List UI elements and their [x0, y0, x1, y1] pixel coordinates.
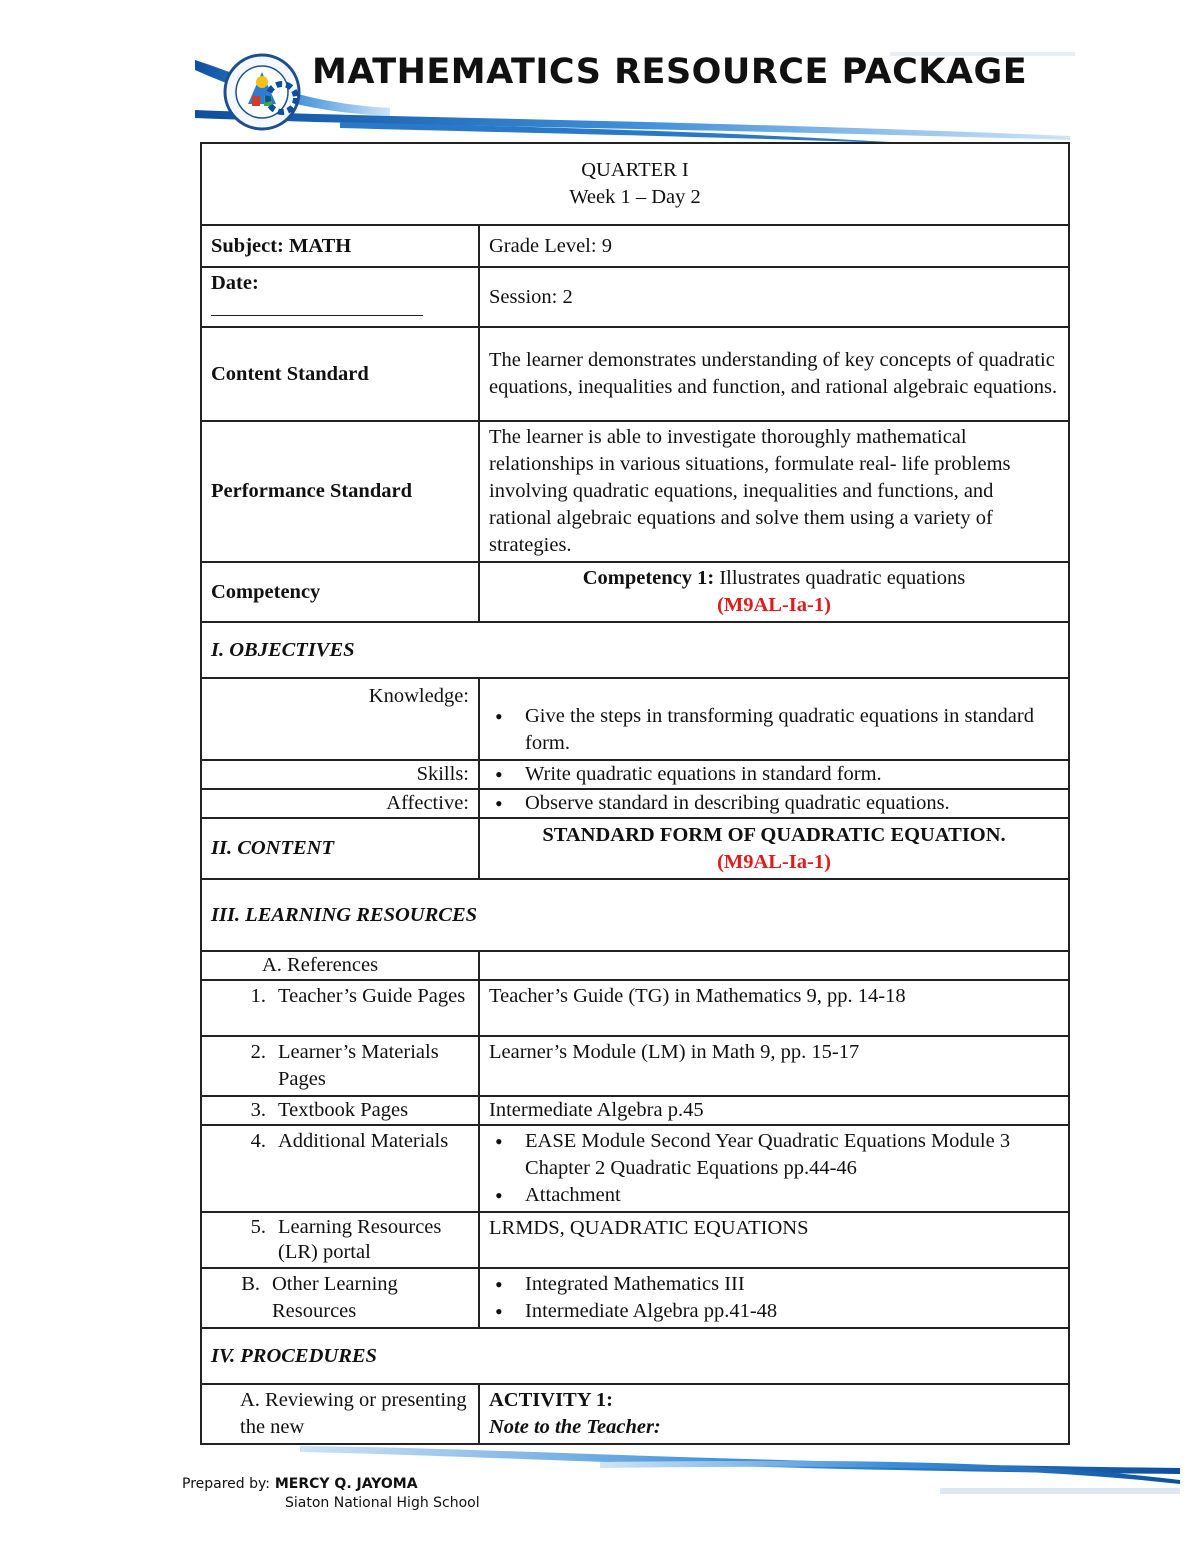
competency-code: (M9AL-Ia-1) — [717, 594, 831, 616]
competency-label: Competency — [201, 562, 479, 622]
date-cell — [201, 267, 479, 327]
additional-material-item: • EASE Module Second Year Quadratic Equations Module 3 Chapter 2 Quadratic Equations pp.44-46 — [489, 1128, 1059, 1182]
lr-portal-label: Learning Resources (LR) portal — [278, 1216, 442, 1263]
skills-cell — [479, 760, 1069, 789]
competency-row — [201, 562, 1069, 622]
references-label: A. References — [201, 951, 479, 980]
additional-materials-list-cell — [479, 1125, 1069, 1212]
performance-standard-text: The learner is able to investigate thoroughly mathematical relationships in various situations, formulate real- life problems involving quadratic equations, inequalities and functions, and rational algebraic equations and solve them using a variety of strategies. — [479, 421, 1069, 562]
session-value: Session: 2 — [479, 267, 1069, 327]
learners-materials-value: Learner’s Module (LM) in Math 9, pp. 15-17 — [479, 1036, 1069, 1096]
procedure-a-cell — [479, 1384, 1069, 1444]
affective-row — [201, 789, 1069, 818]
skills-row — [201, 760, 1069, 789]
knowledge-cell — [479, 678, 1069, 760]
content-heading: II. CONTENT — [201, 818, 479, 879]
footer-swoosh-graphic — [300, 1440, 1190, 1500]
teachers-guide-row — [201, 980, 1069, 1036]
textbook-row — [201, 1096, 1069, 1125]
additional-materials-row — [201, 1125, 1069, 1212]
skills-item: • Write quadratic equations in standard form. — [489, 761, 1059, 788]
knowledge-label: Knowledge: — [201, 678, 479, 760]
subject-row — [201, 225, 1069, 267]
additional-materials-label: Additional Materials — [278, 1130, 449, 1152]
date-blank-line — [211, 297, 423, 316]
affective-item: • Observe standard in describing quadratic equations. — [489, 790, 1059, 817]
affective-cell — [479, 789, 1069, 818]
textbook-cell — [201, 1096, 479, 1125]
quarter-cell — [201, 143, 1069, 225]
procedures-heading: IV. PROCEDURES — [201, 1328, 1069, 1384]
procedure-a-row — [201, 1384, 1069, 1444]
content-standard-row — [201, 327, 1069, 421]
preparer-name: MERCY Q. JAYOMA — [270, 1476, 418, 1492]
other-resources-list-cell — [479, 1268, 1069, 1328]
other-resources-label: Other Learning Resources — [272, 1273, 398, 1322]
procedures-heading-row — [201, 1328, 1069, 1384]
additional-materials-cell — [201, 1125, 479, 1212]
learners-materials-cell — [201, 1036, 479, 1096]
objectives-heading-row — [201, 622, 1069, 678]
objectives-heading: I. OBJECTIVES — [201, 622, 1069, 678]
textbook-value: Intermediate Algebra p.45 — [479, 1096, 1069, 1125]
lesson-plan-table — [200, 142, 1070, 1445]
learners-materials-row — [201, 1036, 1069, 1096]
other-resources-cell — [201, 1268, 479, 1328]
page-title: MATHEMATICS RESOURCE PACKAGE — [312, 52, 1028, 92]
teachers-guide-cell — [201, 980, 479, 1036]
competency-lead: Competency 1: — [582, 567, 715, 589]
teacher-note-label: Note to the Teacher: — [489, 1416, 661, 1438]
textbook-label: Textbook Pages — [278, 1099, 409, 1121]
competency-text: Illustrates quadratic equations — [714, 567, 966, 589]
learners-materials-label: Learner’s Materials Pages — [278, 1041, 439, 1090]
references-value — [479, 951, 1069, 980]
lr-portal-number: 5. — [250, 1216, 266, 1238]
other-resource-item: • Intermediate Algebra pp.41-48 — [489, 1298, 1059, 1325]
content-standard-label: Content Standard — [201, 327, 479, 421]
other-resources-row — [201, 1268, 1069, 1328]
date-label: Date: — [211, 272, 259, 294]
references-row — [201, 951, 1069, 980]
content-row — [201, 818, 1069, 879]
content-standard-text: The learner demonstrates understanding of key concepts of quadratic equations, inequalities and function, and rational algebraic equations. — [479, 327, 1069, 421]
gear-icon — [262, 78, 302, 118]
prepared-by-line — [182, 1476, 418, 1492]
activity-label: ACTIVITY 1: — [489, 1389, 613, 1411]
lr-portal-value: LRMDS, QUADRATIC EQUATIONS — [479, 1212, 1069, 1268]
additional-materials-number: 4. — [250, 1130, 266, 1152]
textbook-number: 3. — [250, 1099, 266, 1121]
quarter-title: QUARTER I — [581, 159, 689, 181]
knowledge-item: • Give the steps in transforming quadratic equations in standard form. — [489, 703, 1059, 757]
procedure-a-label: A. Reviewing or presenting the new — [201, 1384, 479, 1444]
resources-heading: III. LEARNING RESOURCES — [201, 879, 1069, 951]
school-name: Siaton National High School — [285, 1495, 480, 1511]
other-resources-letter: B. — [241, 1273, 260, 1295]
competency-cell — [479, 562, 1069, 622]
resources-heading-row — [201, 879, 1069, 951]
quarter-row — [201, 143, 1069, 225]
affective-label: Affective: — [201, 789, 479, 818]
subject-label: Subject: MATH — [201, 225, 479, 267]
lr-portal-row — [201, 1212, 1069, 1268]
teachers-guide-label: Teacher’s Guide Pages — [278, 985, 466, 1007]
performance-standard-label: Performance Standard — [201, 421, 479, 562]
prepared-by-label: Prepared by: — [182, 1476, 270, 1492]
lr-portal-cell — [201, 1212, 479, 1268]
week-day-label: Week 1 – Day 2 — [569, 186, 701, 208]
grade-level-value: Grade Level: 9 — [479, 225, 1069, 267]
additional-material-item: • Attachment — [489, 1182, 1059, 1209]
knowledge-row — [201, 678, 1069, 760]
content-title: STANDARD FORM OF QUADRATIC EQUATION. — [542, 823, 1006, 846]
teachers-guide-number: 1. — [250, 985, 266, 1007]
other-resource-item: • Integrated Mathematics III — [489, 1271, 1059, 1298]
learners-materials-number: 2. — [250, 1041, 266, 1063]
teachers-guide-value: Teacher’s Guide (TG) in Mathematics 9, pp. 14-18 — [479, 980, 1069, 1036]
content-code: (M9AL-Ia-1) — [717, 850, 831, 873]
skills-label: Skills: — [201, 760, 479, 789]
date-row — [201, 267, 1069, 327]
content-cell — [479, 818, 1069, 879]
performance-standard-row — [201, 421, 1069, 562]
